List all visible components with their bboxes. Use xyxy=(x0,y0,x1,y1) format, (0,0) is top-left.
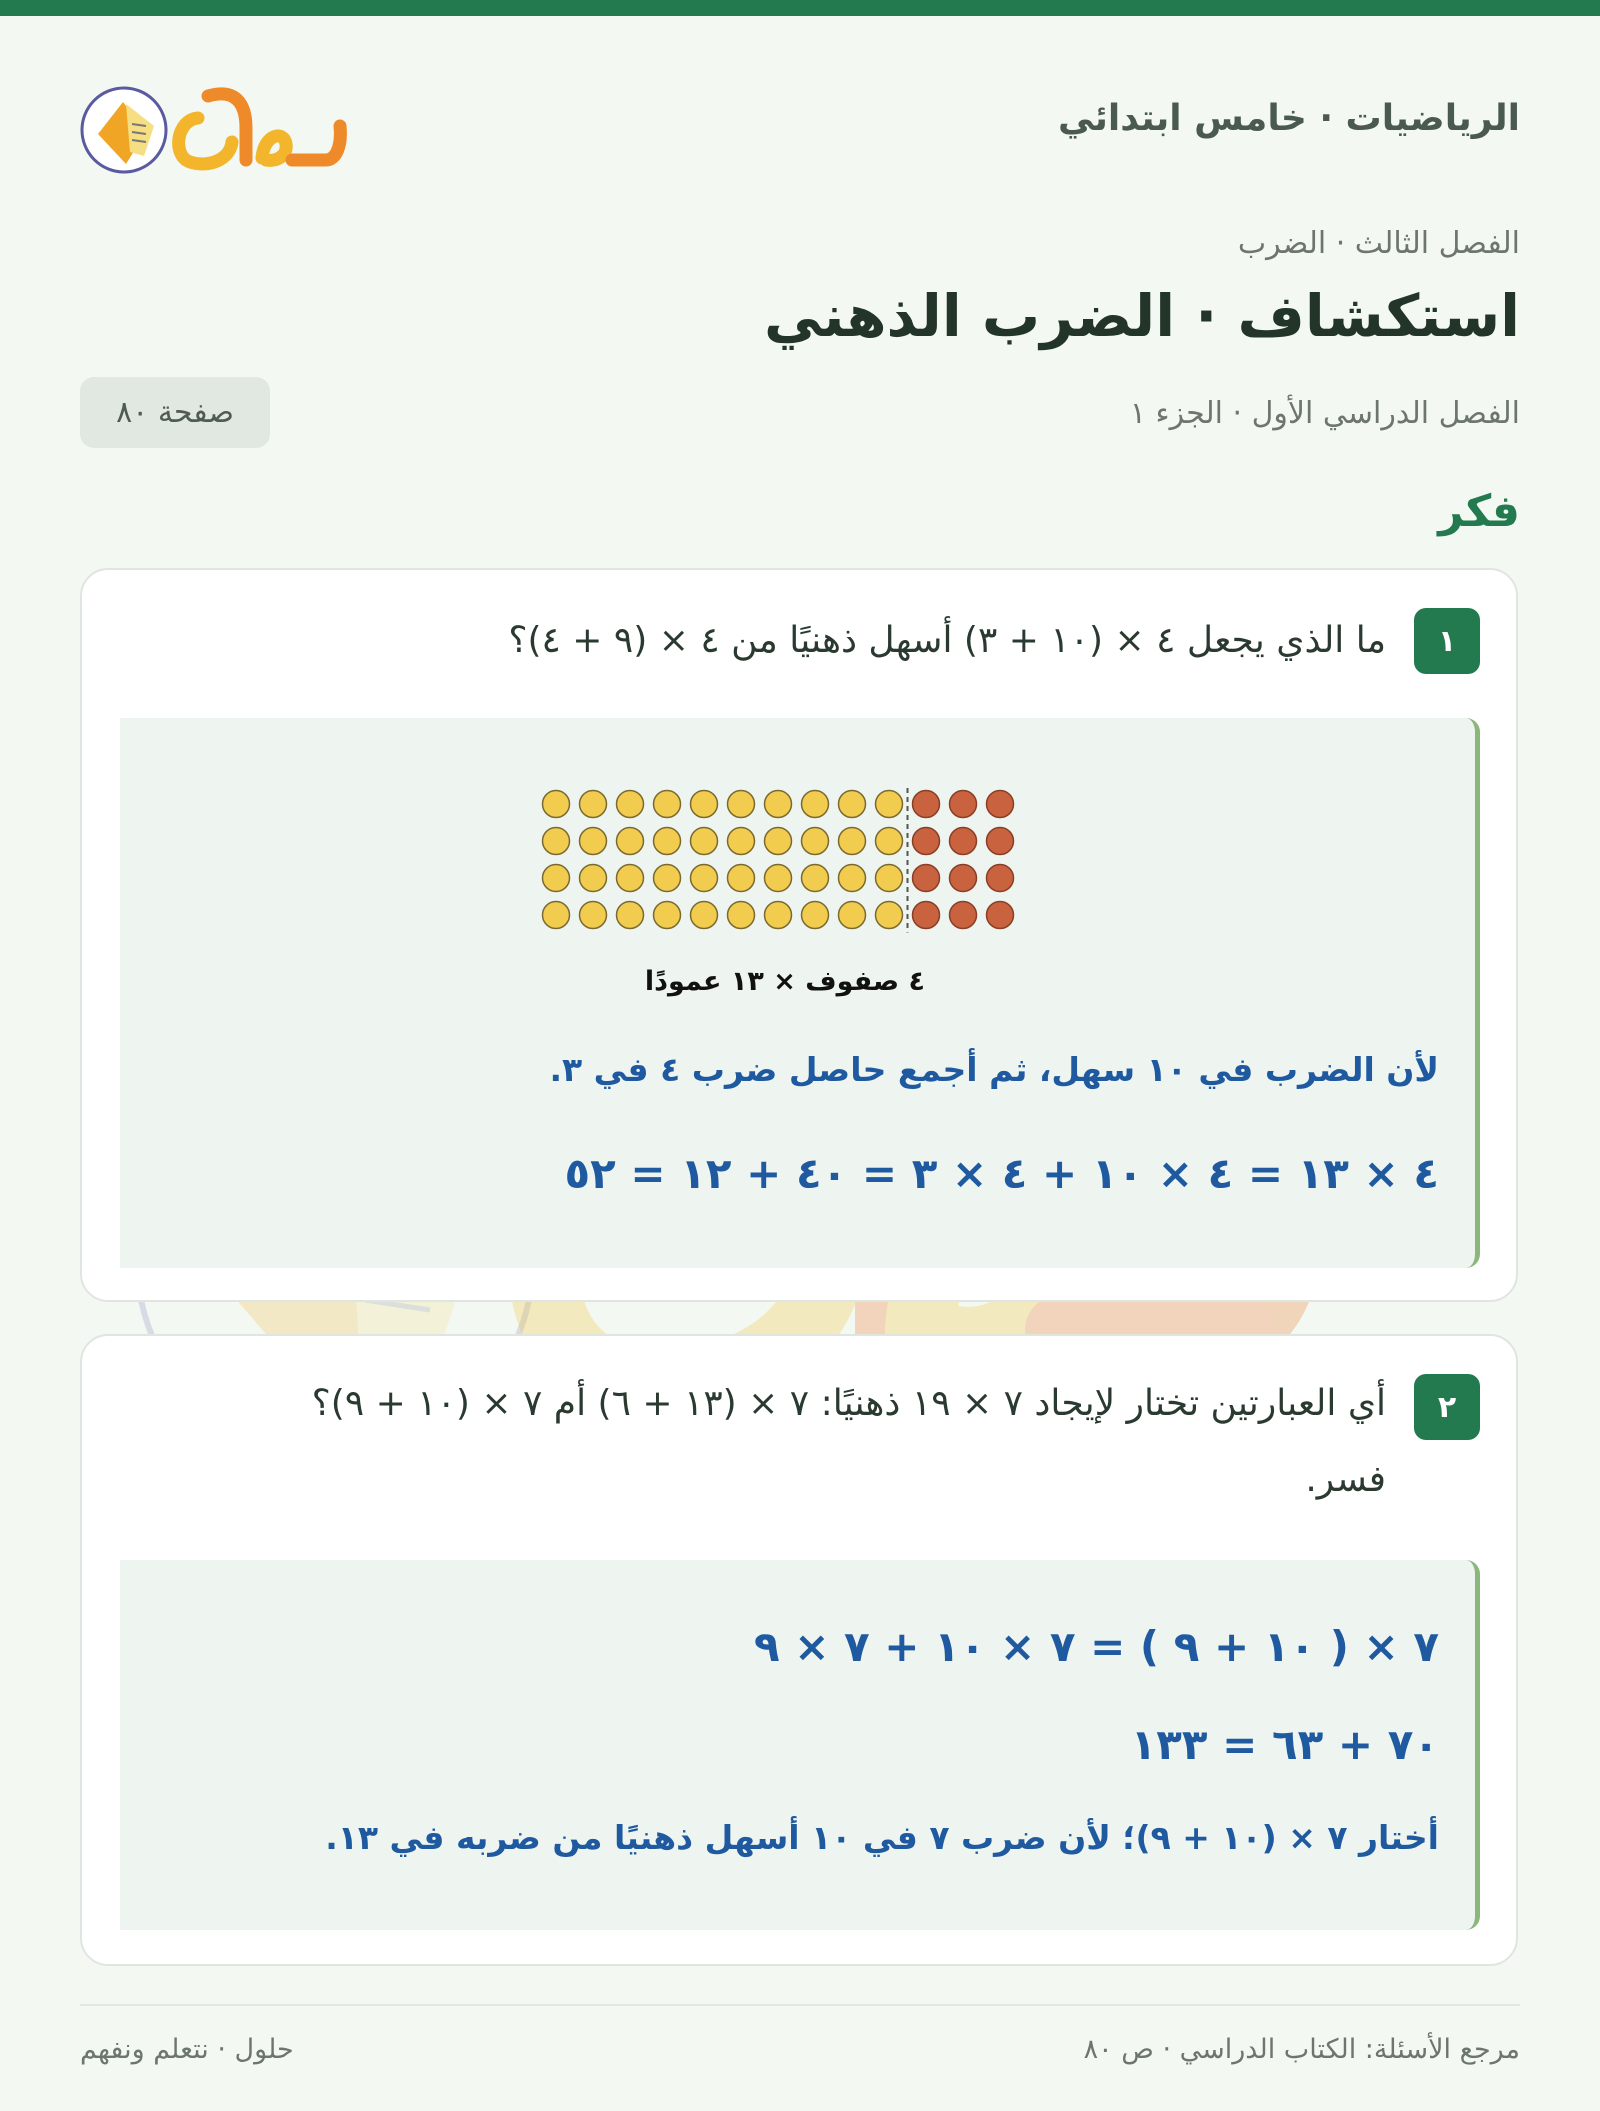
answer-equation: ٤ × ١٣ = ٤ × ١٠ + ٤ × ٣ = ٤٠ + ١٢ = ٥٢ xyxy=(564,1149,1439,1198)
dot-red xyxy=(950,791,977,818)
dot-yellow xyxy=(802,902,829,929)
dot-yellow xyxy=(802,791,829,818)
footer-brand: حلول · نتعلم ونفهم xyxy=(80,2034,294,2065)
dot-yellow xyxy=(654,828,681,855)
dot-yellow xyxy=(617,865,644,892)
dot-red xyxy=(950,828,977,855)
dot-yellow xyxy=(876,828,903,855)
dot-red xyxy=(987,902,1014,929)
question-card-1 xyxy=(80,568,1518,1302)
dot-red xyxy=(950,902,977,929)
dot-yellow xyxy=(654,865,681,892)
dot-yellow xyxy=(654,902,681,929)
dot-yellow xyxy=(876,791,903,818)
dot-yellow xyxy=(580,791,607,818)
dot-yellow xyxy=(765,791,792,818)
dot-red xyxy=(913,828,940,855)
answer-explanation: لأن الضرب في ١٠ سهل، ثم أجمع حاصل ضرب ٤ في ٣. xyxy=(549,1050,1439,1089)
dot-yellow xyxy=(691,865,718,892)
dot-yellow xyxy=(728,828,755,855)
page-title: استكشاف · الضرب الذهني xyxy=(763,282,1520,350)
dot-yellow xyxy=(765,902,792,929)
dot-yellow xyxy=(580,865,607,892)
answer-explanation: أختار ٧ × (١٠ + ٩)؛ لأن ضرب ٧ في ١٠ أسهل ذهنيًا من ضربه في ١٣. xyxy=(325,1818,1439,1857)
dot-red xyxy=(913,865,940,892)
dot-red xyxy=(913,902,940,929)
dot-yellow xyxy=(691,791,718,818)
answer-box xyxy=(120,1560,1480,1930)
dot-yellow xyxy=(839,828,866,855)
dot-yellow xyxy=(580,902,607,929)
dot-yellow xyxy=(802,865,829,892)
dot-red xyxy=(987,828,1014,855)
dot-red xyxy=(913,791,940,818)
footer-reference: مرجع الأسئلة: الكتاب الدراسي · ص ٨٠ xyxy=(1083,2034,1520,2065)
dot-yellow xyxy=(839,865,866,892)
answer-equation: ٧ × ( ١٠ + ٩ ) = ٧ × ١٠ + ٧ × ٩ xyxy=(753,1622,1439,1671)
dot-yellow xyxy=(691,828,718,855)
answer-box xyxy=(120,718,1480,1268)
question-number-badge: ٢ xyxy=(1414,1374,1480,1440)
dot-yellow xyxy=(728,865,755,892)
dot-yellow xyxy=(839,902,866,929)
question-text: أي العبارتين تختار لإيجاد ٧ × ١٩ ذهنيًا: ٧ × (١٣ + ٦) أم ٧ × (١٠ + ٩)؟ xyxy=(311,1383,1386,1424)
dot-red xyxy=(987,791,1014,818)
question-card-2 xyxy=(80,1334,1518,1966)
question-number-badge: ١ xyxy=(1414,608,1480,674)
subject-label: الرياضيات · خامس ابتدائي xyxy=(1057,98,1520,139)
dot-yellow xyxy=(654,791,681,818)
page-number-badge: صفحة ٨٠ xyxy=(80,377,270,448)
dot-yellow xyxy=(728,902,755,929)
dot-yellow xyxy=(765,828,792,855)
halol-logo[interactable] xyxy=(80,82,360,182)
dot-yellow xyxy=(543,902,570,929)
page-header xyxy=(80,82,1520,164)
dot-yellow xyxy=(728,791,755,818)
question-text: ما الذي يجعل ٤ × (١٠ + ٣) أسهل ذهنيًا من ٤ × (٩ + ٤)؟ xyxy=(508,620,1386,661)
question-text-line-2: فسر. xyxy=(1305,1459,1386,1500)
term-label: الفصل الدراسي الأول · الجزء ١ xyxy=(1129,396,1520,431)
dot-yellow xyxy=(543,865,570,892)
dot-yellow xyxy=(543,791,570,818)
breadcrumb: الفصل الثالث · الضرب xyxy=(1237,226,1520,261)
dot-red xyxy=(987,865,1014,892)
answer-equation: ٧٠ + ٦٣ = ١٣٣ xyxy=(1130,1720,1439,1769)
dot-yellow xyxy=(876,902,903,929)
dot-yellow xyxy=(765,865,792,892)
footer-divider xyxy=(80,2004,1520,2006)
section-heading: فكر xyxy=(1438,486,1520,537)
dot-yellow xyxy=(691,902,718,929)
dot-array-diagram xyxy=(540,788,1040,938)
dot-yellow xyxy=(580,828,607,855)
dot-yellow xyxy=(839,791,866,818)
array-caption: ٤ صفوف × ١٣ عمودًا xyxy=(644,966,925,997)
dot-red xyxy=(950,865,977,892)
dot-yellow xyxy=(543,828,570,855)
dot-yellow xyxy=(617,828,644,855)
dot-yellow xyxy=(617,902,644,929)
dot-yellow xyxy=(617,791,644,818)
dot-yellow xyxy=(802,828,829,855)
dot-yellow xyxy=(876,865,903,892)
